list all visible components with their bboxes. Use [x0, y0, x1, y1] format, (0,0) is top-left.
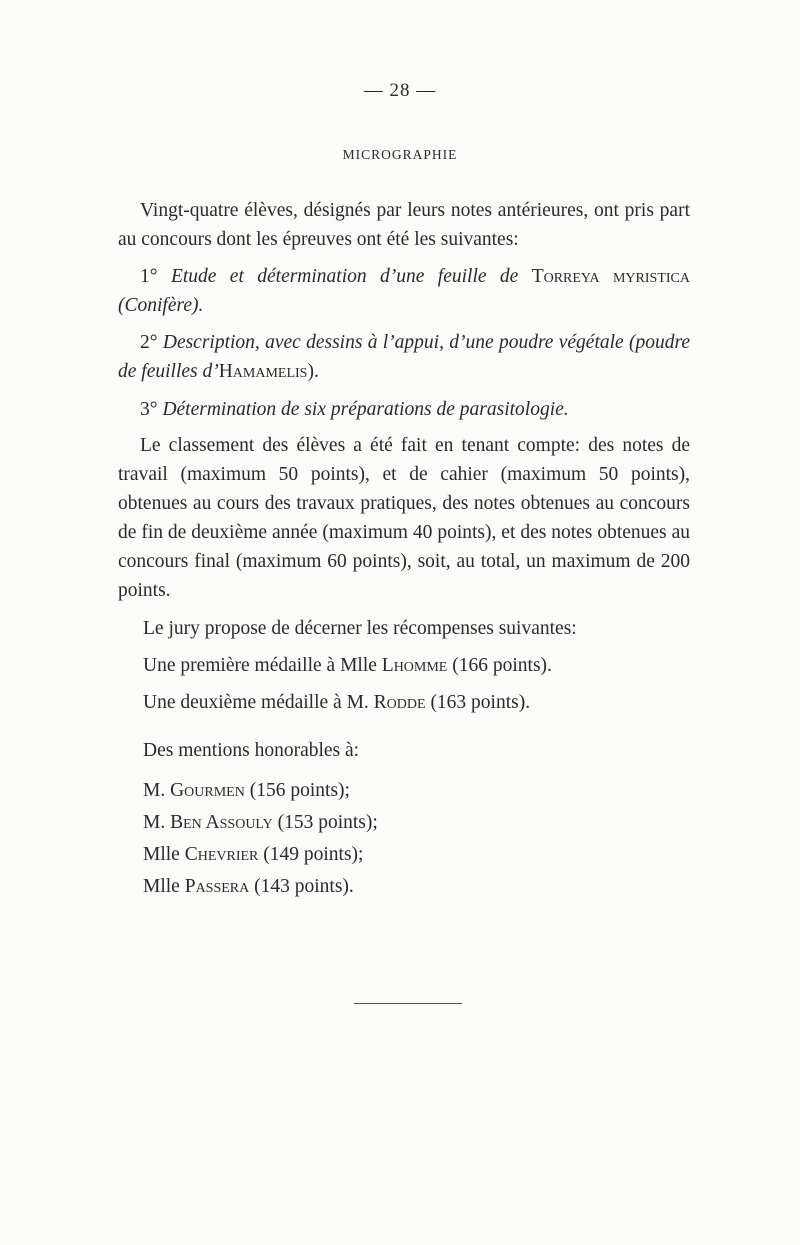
section-heading: MICROGRAPHIE: [342, 147, 458, 162]
epreuve-2: 2° Description, avec dessins à l’appui, d’une poudre végétale (poudre de feuilles d’Hamamelis).: [118, 332, 691, 382]
epreuve-1: 1° Etude et détermination d’une feuille de Torreya myristica (Conifère).: [118, 266, 690, 316]
page-number: — 28 —: [363, 80, 437, 101]
intro-paragraph: Vingt-quatre élèves, désignés par leurs notes antérieures, ont pris part au concours dont les épreuves ont été les suivantes:: [118, 200, 690, 250]
mention-2: M. Ben Assouly (153 points);: [143, 812, 378, 833]
mention-1: M. Gourmen (156 points);: [143, 780, 350, 801]
epreuve-3: 3° Détermination de six préparations de parasitologie.: [140, 399, 569, 420]
medaille-2: Une deuxième médaille à M. Rodde (163 points).: [143, 692, 531, 713]
mention-3: Mlle Chevrier (149 points);: [143, 844, 364, 865]
end-rule: [354, 1003, 462, 1004]
mentions-title: Des mentions honorables à:: [143, 740, 360, 761]
mention-4: Mlle Passera (143 points).: [143, 876, 354, 897]
medaille-1: Une première médaille à Mlle Lhomme (166 points).: [143, 655, 552, 676]
jury-sentence: Le jury propose de décerner les récompenses suivantes:: [143, 618, 577, 639]
classement-paragraph: Le classement des élèves a été fait en tenant compte: des notes de travail (maximum 50 points), et de cahier (maximum 50 points), obtenues au cours des travaux pratiques, des notes obtenues au concours de fin de deuxième année (maximum 40 points), et des notes obtenues au concours final (maximum 60 points), soit, au total, un maximum de 200 points.: [118, 435, 690, 601]
